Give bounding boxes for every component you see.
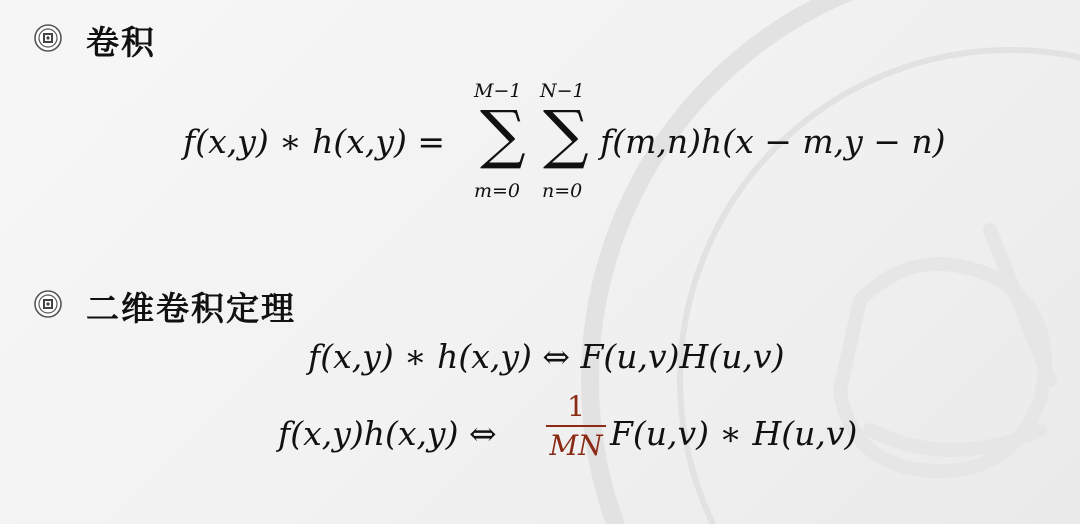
fraction-bar [546, 425, 606, 427]
sum2-symbol: ∑ [543, 98, 589, 172]
sum1-lower-limit: m=0 [474, 180, 521, 202]
convolution-formula-rhs: f(m,n)h(x − m,y − n) [600, 122, 946, 161]
convolution-formula-lhs: f(x,y) ∗ h(x,y) = [183, 122, 446, 161]
convolution-theorem-formula-2-lhs: f(x,y)h(x,y) ⇔ [278, 414, 497, 453]
convolution-theorem-formula-2-rhs: F(u,v) ∗ H(u,v) [610, 414, 858, 453]
section-title-2d-convolution-theorem: 二维卷积定理 [86, 289, 296, 328]
fraction-1-over-mn [546, 390, 606, 462]
sum1-upper-limit: M−1 [474, 80, 522, 102]
university-seal-icon [34, 24, 62, 52]
section-title-convolution: 卷积 [86, 23, 156, 62]
fraction-numerator: 1 [567, 390, 585, 423]
fraction-denominator: MN [549, 429, 603, 462]
convolution-theorem-formula-1: f(x,y) ∗ h(x,y) ⇔ F(u,v)H(u,v) [308, 337, 785, 376]
university-seal-icon [34, 290, 62, 318]
sum1-symbol: ∑ [480, 98, 526, 172]
sum2-upper-limit: N−1 [540, 80, 585, 102]
sum2-lower-limit: n=0 [542, 180, 583, 202]
